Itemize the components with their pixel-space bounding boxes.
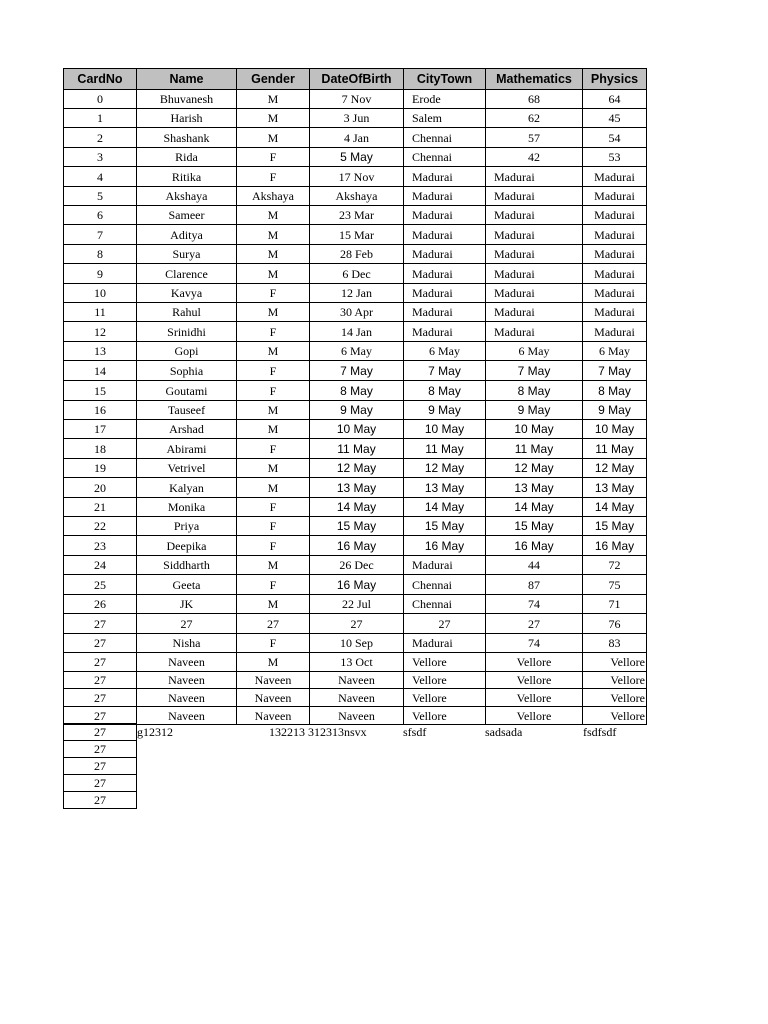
cell-gender[interactable]: M (236, 652, 310, 672)
cell-name[interactable]: Monika (136, 497, 237, 517)
cell-city-town[interactable]: 10 May (403, 419, 486, 439)
cell-mathematics[interactable]: 68 (485, 89, 583, 109)
cell-physics[interactable]: Madurai (582, 224, 647, 245)
cell-gender[interactable]: M (236, 263, 310, 284)
cell-date-of-birth[interactable]: 16 May (309, 535, 404, 556)
cell-name[interactable]: Shashank (136, 127, 237, 148)
cell-city-town[interactable]: 15 May (403, 516, 486, 536)
cell-card-no[interactable]: 22 (63, 516, 137, 536)
cell-gender[interactable]: M (236, 205, 310, 225)
cell-physics[interactable]: 76 (582, 613, 647, 634)
cell-card-no[interactable]: 11 (63, 302, 137, 322)
cell-date-of-birth[interactable]: 3 Jun (309, 108, 404, 128)
cell-city-town[interactable]: 16 May (403, 535, 486, 556)
cell-mathematics[interactable]: 62 (485, 108, 583, 128)
cell-card-no[interactable]: 27 (63, 671, 137, 689)
cell-card-no[interactable]: 27 (63, 613, 137, 634)
cell-gender[interactable]: F (236, 574, 310, 595)
cell-physics[interactable]: 16 May (582, 535, 647, 556)
cell-physics[interactable]: Madurai (582, 321, 647, 342)
cell-physics[interactable]: 6 May (582, 341, 647, 361)
cell-date-of-birth[interactable]: 12 Jan (309, 283, 404, 303)
cell-date-of-birth[interactable]: 14 Jan (309, 321, 404, 342)
cell-date-of-birth[interactable]: 4 Jan (309, 127, 404, 148)
cell-gender[interactable]: Naveen (236, 688, 310, 707)
cell-city-town[interactable]: 13 May (403, 477, 486, 498)
cell-card-no[interactable]: 2 (63, 127, 137, 148)
cell-city-town[interactable]: Vellore (403, 688, 486, 707)
cell-card-no[interactable]: 9 (63, 263, 137, 284)
cell-gender[interactable]: F (236, 633, 310, 653)
cell-city-town[interactable]: Chennai (403, 127, 486, 148)
cell-mathematics[interactable]: Vellore (485, 706, 583, 725)
cell-mathematics[interactable]: 11 May (485, 438, 583, 459)
cell-physics[interactable]: Madurai (582, 166, 647, 187)
cell-gender[interactable]: F (236, 497, 310, 517)
cell-date-of-birth[interactable]: 10 May (309, 419, 404, 439)
cell-name[interactable]: Akshaya (136, 186, 237, 206)
cell-physics[interactable]: 7 May (582, 360, 647, 381)
cell-gender[interactable]: F (236, 321, 310, 342)
cell-mathematics[interactable]: Madurai (485, 283, 583, 303)
cell-name[interactable]: Naveen (136, 706, 237, 725)
cell-physics[interactable]: 45 (582, 108, 647, 128)
cell-physics[interactable]: 8 May (582, 380, 647, 401)
cell-mathematics[interactable]: 16 May (485, 535, 583, 556)
cell-mathematics[interactable]: Madurai (485, 166, 583, 187)
header-name[interactable]: Name (136, 68, 237, 90)
cell-date-of-birth[interactable]: 26 Dec (309, 555, 404, 575)
cell-card-no[interactable]: 15 (63, 380, 137, 401)
cell-card-no[interactable]: 6 (63, 205, 137, 225)
cell-gender[interactable]: M (236, 108, 310, 128)
cell-mathematics[interactable]: Vellore (485, 688, 583, 707)
cell-mathematics[interactable]: Madurai (485, 205, 583, 225)
cell-city-town[interactable]: Madurai (403, 186, 486, 206)
cell-city-town[interactable]: 11 May (403, 438, 486, 459)
cell-mathematics[interactable]: 27 (485, 613, 583, 634)
cell-name[interactable]: Tauseef (136, 400, 237, 420)
cell-name[interactable]: Priya (136, 516, 237, 536)
loose-entry[interactable]: 132213 (269, 725, 305, 739)
cell-mathematics[interactable]: 42 (485, 147, 583, 167)
cell-date-of-birth[interactable]: 14 May (309, 497, 404, 517)
cell-city-town[interactable]: Chennai (403, 574, 486, 595)
cell-gender[interactable]: Naveen (236, 671, 310, 689)
cell-date-of-birth[interactable]: 15 May (309, 516, 404, 536)
cell-city-town[interactable]: 14 May (403, 497, 486, 517)
cell-physics[interactable]: 75 (582, 574, 647, 595)
cell-card-no[interactable]: 24 (63, 555, 137, 575)
cell-date-of-birth[interactable]: 10 Sep (309, 633, 404, 653)
cell-city-town[interactable]: Vellore (403, 652, 486, 672)
cell-date-of-birth[interactable]: 6 Dec (309, 263, 404, 284)
cell-name[interactable]: Rida (136, 147, 237, 167)
cell-card-no[interactable]: 25 (63, 574, 137, 595)
cell-gender[interactable]: F (236, 535, 310, 556)
cell-name[interactable]: Bhuvanesh (136, 89, 237, 109)
cell-city-town[interactable]: Vellore (403, 671, 486, 689)
cell-name[interactable]: Nisha (136, 633, 237, 653)
cell-physics[interactable]: Vellore (582, 652, 647, 672)
cell-card-no[interactable]: 3 (63, 147, 137, 167)
cell-physics[interactable]: Vellore (582, 688, 647, 707)
cell-name[interactable]: Geeta (136, 574, 237, 595)
cell-mathematics[interactable]: 74 (485, 633, 583, 653)
cell-gender[interactable]: F (236, 166, 310, 187)
cell-mathematics[interactable]: 74 (485, 594, 583, 614)
cell-physics[interactable]: 14 May (582, 497, 647, 517)
cell-city-town[interactable]: 6 May (403, 341, 486, 361)
cell-gender[interactable]: M (236, 89, 310, 109)
cell-mathematics[interactable]: 44 (485, 555, 583, 575)
cell-date-of-birth[interactable]: 6 May (309, 341, 404, 361)
cell-physics[interactable]: Vellore (582, 706, 647, 725)
header-mathematics[interactable]: Mathematics (485, 68, 583, 90)
loose-entry[interactable]: sfsdf (403, 725, 427, 739)
cell-city-town[interactable]: Madurai (403, 633, 486, 653)
cell-mathematics[interactable]: 9 May (485, 400, 583, 420)
cell-physics[interactable]: Madurai (582, 205, 647, 225)
cell-city-town[interactable]: Madurai (403, 555, 486, 575)
cell-city-town[interactable]: 9 May (403, 400, 486, 420)
cell-gender[interactable]: M (236, 302, 310, 322)
cell-mathematics[interactable]: 14 May (485, 497, 583, 517)
cell-gender[interactable]: M (236, 400, 310, 420)
cell-date-of-birth[interactable]: 15 Mar (309, 224, 404, 245)
cell-date-of-birth[interactable]: 16 May (309, 574, 404, 595)
cell-physics[interactable]: Madurai (582, 283, 647, 303)
cell-name[interactable]: Kalyan (136, 477, 237, 498)
cell-date-of-birth[interactable]: 8 May (309, 380, 404, 401)
cell-name[interactable]: Aditya (136, 224, 237, 245)
cell-gender[interactable]: Naveen (236, 706, 310, 725)
loose-entry[interactable]: sadsada (485, 725, 523, 739)
cell-city-town[interactable]: 12 May (403, 458, 486, 478)
cell-physics[interactable]: 9 May (582, 400, 647, 420)
cell-card-no[interactable]: 20 (63, 477, 137, 498)
cell-mathematics[interactable]: Vellore (485, 652, 583, 672)
cell-city-town[interactable]: Madurai (403, 283, 486, 303)
cell-mathematics[interactable]: 6 May (485, 341, 583, 361)
cell-date-of-birth[interactable]: 5 May (309, 147, 404, 167)
cell-city-town[interactable]: Chennai (403, 147, 486, 167)
cell-mathematics[interactable]: 57 (485, 127, 583, 148)
cell-name[interactable]: Abirami (136, 438, 237, 459)
cell-mathematics[interactable]: Madurai (485, 186, 583, 206)
cell-name[interactable]: Vetrivel (136, 458, 237, 478)
cell-card-no[interactable]: 8 (63, 244, 137, 264)
cell-card-no[interactable]: 13 (63, 341, 137, 361)
cell-card-no[interactable]: 14 (63, 360, 137, 381)
cell-name[interactable]: Sophia (136, 360, 237, 381)
cell-physics[interactable]: 12 May (582, 458, 647, 478)
cell-physics[interactable]: 13 May (582, 477, 647, 498)
cell-mathematics[interactable]: 12 May (485, 458, 583, 478)
cell-physics[interactable]: 11 May (582, 438, 647, 459)
cell-gender[interactable]: M (236, 127, 310, 148)
cell-name[interactable]: Naveen (136, 688, 237, 707)
cell-name[interactable]: JK (136, 594, 237, 614)
cell-name[interactable]: Deepika (136, 535, 237, 556)
cell-card-no[interactable]: 1 (63, 108, 137, 128)
cell-gender[interactable]: M (236, 477, 310, 498)
cell-gender[interactable]: F (236, 147, 310, 167)
cell-date-of-birth[interactable]: Naveen (309, 706, 404, 725)
cell-gender[interactable]: F (236, 516, 310, 536)
cell-name[interactable]: Arshad (136, 419, 237, 439)
loose-entry[interactable]: fsdfsdf (583, 725, 617, 739)
cell-name[interactable]: Ritika (136, 166, 237, 187)
cell-date-of-birth[interactable]: 11 May (309, 438, 404, 459)
cell-card-no[interactable]: 21 (63, 497, 137, 517)
cell-mathematics[interactable]: 15 May (485, 516, 583, 536)
cell-date-of-birth[interactable]: 27 (309, 613, 404, 634)
cell-name[interactable]: 27 (136, 613, 237, 634)
cell-city-town[interactable]: Chennai (403, 594, 486, 614)
cell-city-town[interactable]: Madurai (403, 263, 486, 284)
cell-gender[interactable]: M (236, 224, 310, 245)
cell-mathematics[interactable]: 10 May (485, 419, 583, 439)
cell-card-no[interactable]: 27 (63, 706, 137, 725)
cell-physics[interactable]: Madurai (582, 302, 647, 322)
cell-gender[interactable]: Akshaya (236, 186, 310, 206)
cell-date-of-birth[interactable]: 22 Jul (309, 594, 404, 614)
cell-city-town[interactable]: Madurai (403, 224, 486, 245)
cell-name[interactable]: Sameer (136, 205, 237, 225)
cell-date-of-birth[interactable]: 9 May (309, 400, 404, 420)
cell-card-no[interactable]: 27 (63, 652, 137, 672)
cell-gender[interactable]: M (236, 419, 310, 439)
cell-date-of-birth[interactable]: 7 Nov (309, 89, 404, 109)
cell-card-no[interactable]: 27 (63, 740, 137, 758)
cell-card-no[interactable]: 27 (63, 723, 137, 741)
cell-card-no[interactable]: 16 (63, 400, 137, 420)
cell-card-no[interactable]: 12 (63, 321, 137, 342)
cell-card-no[interactable]: 19 (63, 458, 137, 478)
cell-physics[interactable]: 64 (582, 89, 647, 109)
cell-gender[interactable]: M (236, 244, 310, 264)
cell-card-no[interactable]: 23 (63, 535, 137, 556)
header-card-no[interactable]: CardNo (63, 68, 137, 90)
cell-mathematics[interactable]: Madurai (485, 302, 583, 322)
cell-city-town[interactable]: Erode (403, 89, 486, 109)
header-date-of-birth[interactable]: DateOfBirth (309, 68, 404, 90)
cell-name[interactable]: Harish (136, 108, 237, 128)
cell-city-town[interactable]: Salem (403, 108, 486, 128)
cell-card-no[interactable]: 5 (63, 186, 137, 206)
cell-date-of-birth[interactable]: 13 Oct (309, 652, 404, 672)
cell-physics[interactable]: 83 (582, 633, 647, 653)
cell-city-town[interactable]: Madurai (403, 205, 486, 225)
cell-name[interactable]: Srinidhi (136, 321, 237, 342)
header-gender[interactable]: Gender (236, 68, 310, 90)
cell-name[interactable]: Naveen (136, 652, 237, 672)
cell-physics[interactable]: 72 (582, 555, 647, 575)
cell-city-town[interactable]: Vellore (403, 706, 486, 725)
cell-name[interactable]: Goutami (136, 380, 237, 401)
cell-date-of-birth[interactable]: 13 May (309, 477, 404, 498)
header-city-town[interactable]: CityTown (403, 68, 486, 90)
cell-date-of-birth[interactable]: 12 May (309, 458, 404, 478)
cell-physics[interactable]: 54 (582, 127, 647, 148)
cell-gender[interactable]: M (236, 458, 310, 478)
cell-gender[interactable]: F (236, 380, 310, 401)
cell-gender[interactable]: F (236, 283, 310, 303)
cell-city-town[interactable]: 7 May (403, 360, 486, 381)
cell-gender[interactable]: M (236, 341, 310, 361)
cell-card-no[interactable]: 0 (63, 89, 137, 109)
cell-name[interactable]: Siddharth (136, 555, 237, 575)
cell-card-no[interactable]: 18 (63, 438, 137, 459)
cell-city-town[interactable]: Madurai (403, 244, 486, 264)
cell-gender[interactable]: M (236, 594, 310, 614)
cell-gender[interactable]: M (236, 555, 310, 575)
cell-name[interactable]: Kavya (136, 283, 237, 303)
cell-date-of-birth[interactable]: 7 May (309, 360, 404, 381)
cell-card-no[interactable]: 27 (63, 633, 137, 653)
cell-physics[interactable]: 53 (582, 147, 647, 167)
cell-mathematics[interactable]: 87 (485, 574, 583, 595)
cell-city-town[interactable]: 8 May (403, 380, 486, 401)
cell-name[interactable]: Naveen (136, 671, 237, 689)
cell-mathematics[interactable]: Vellore (485, 671, 583, 689)
loose-entry[interactable]: g12312 (137, 725, 173, 739)
cell-gender[interactable]: 27 (236, 613, 310, 634)
cell-gender[interactable]: F (236, 360, 310, 381)
cell-mathematics[interactable]: Madurai (485, 244, 583, 264)
cell-physics[interactable]: Madurai (582, 244, 647, 264)
cell-name[interactable]: Surya (136, 244, 237, 264)
cell-card-no[interactable]: 7 (63, 224, 137, 245)
header-physics[interactable]: Physics (582, 68, 647, 90)
cell-physics[interactable]: 10 May (582, 419, 647, 439)
cell-mathematics[interactable]: Madurai (485, 224, 583, 245)
cell-physics[interactable]: 15 May (582, 516, 647, 536)
cell-card-no[interactable]: 27 (63, 791, 137, 809)
cell-date-of-birth[interactable]: 30 Apr (309, 302, 404, 322)
cell-date-of-birth[interactable]: Akshaya (309, 186, 404, 206)
cell-physics[interactable]: Madurai (582, 186, 647, 206)
cell-card-no[interactable]: 27 (63, 688, 137, 707)
cell-date-of-birth[interactable]: 23 Mar (309, 205, 404, 225)
cell-mathematics[interactable]: 8 May (485, 380, 583, 401)
cell-date-of-birth[interactable]: 28 Feb (309, 244, 404, 264)
cell-card-no[interactable]: 4 (63, 166, 137, 187)
cell-card-no[interactable]: 10 (63, 283, 137, 303)
cell-name[interactable]: Clarence (136, 263, 237, 284)
cell-card-no[interactable]: 26 (63, 594, 137, 614)
cell-mathematics[interactable]: 13 May (485, 477, 583, 498)
cell-city-town[interactable]: Madurai (403, 321, 486, 342)
cell-mathematics[interactable]: 7 May (485, 360, 583, 381)
cell-date-of-birth[interactable]: Naveen (309, 688, 404, 707)
cell-card-no[interactable]: 27 (63, 774, 137, 792)
cell-physics[interactable]: 71 (582, 594, 647, 614)
cell-name[interactable]: Rahul (136, 302, 237, 322)
cell-card-no[interactable]: 27 (63, 757, 137, 775)
cell-date-of-birth[interactable]: 17 Nov (309, 166, 404, 187)
cell-mathematics[interactable]: Madurai (485, 321, 583, 342)
cell-card-no[interactable]: 17 (63, 419, 137, 439)
cell-physics[interactable]: Vellore (582, 671, 647, 689)
loose-entry[interactable]: 312313nsvx (308, 725, 367, 739)
cell-name[interactable]: Gopi (136, 341, 237, 361)
cell-city-town[interactable]: Madurai (403, 166, 486, 187)
cell-physics[interactable]: Madurai (582, 263, 647, 284)
cell-gender[interactable]: F (236, 438, 310, 459)
cell-date-of-birth[interactable]: Naveen (309, 671, 404, 689)
cell-mathematics[interactable]: Madurai (485, 263, 583, 284)
cell-city-town[interactable]: 27 (403, 613, 486, 634)
cell-city-town[interactable]: Madurai (403, 302, 486, 322)
